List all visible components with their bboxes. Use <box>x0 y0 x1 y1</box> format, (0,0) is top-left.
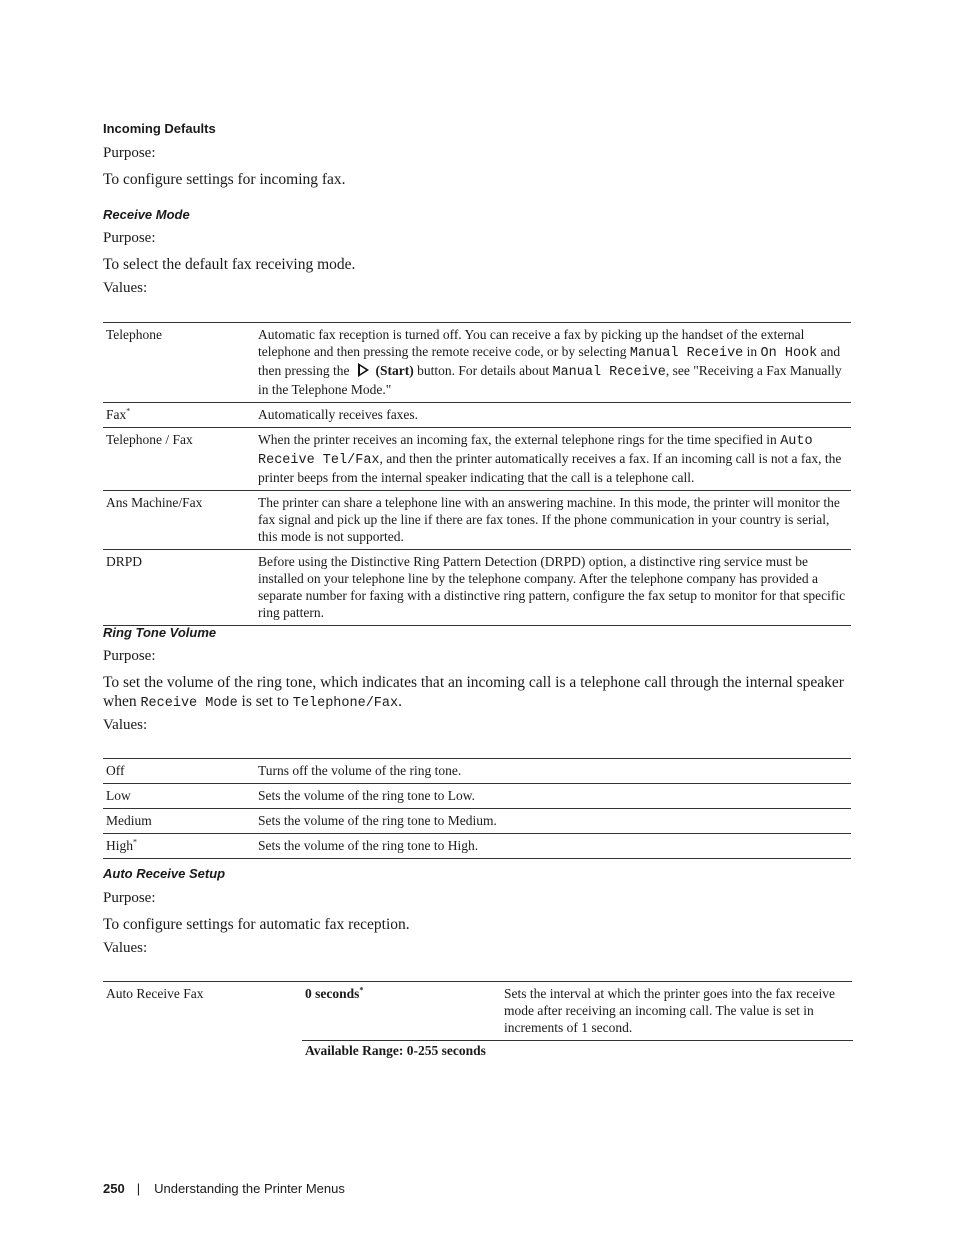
table-row <box>103 982 853 1041</box>
table-row <box>103 323 851 403</box>
incoming-purpose-label: Purpose: <box>103 145 156 161</box>
table-row <box>103 403 851 428</box>
page-number: 250 <box>103 1181 125 1196</box>
receive-mode-purpose-text: To select the default fax receiving mode. <box>103 256 356 273</box>
row-description: Turns off the volume of the ring tone. <box>255 759 851 784</box>
receive-mode-heading: Receive Mode <box>103 207 190 222</box>
row-key: Telephone <box>103 323 255 403</box>
row-key: Low <box>103 784 255 809</box>
table-row <box>103 428 851 491</box>
table-row <box>103 759 851 784</box>
row-description: Sets the volume of the ring tone to High. <box>255 834 851 859</box>
footer-separator: | <box>136 1181 141 1196</box>
ring-tone-values-label: Values: <box>103 717 148 733</box>
receive-mode-table <box>103 322 851 626</box>
table-row <box>103 834 851 859</box>
row-description: Sets the volume of the ring tone to Low. <box>255 784 851 809</box>
auto-receive-purpose-text: To configure settings for automatic fax reception. <box>103 916 410 933</box>
table-row <box>103 809 851 834</box>
ring-tone-purpose-text: To set the volume of the ring tone, which indicates that an incoming call is a telephone call through the internal speaker when Receive Mode is set to Telephone/Fax. <box>103 674 844 711</box>
row-description: Automatic fax reception is turned off. You can receive a fax by picking up the handset of the external telephone and then pressing the remote receive code, or by selecting Manual Receive in On Hook and then pressing the (Start) button. For details about Manual Receive, see "Receiving a Fax Manually in the Telephone Mode." <box>255 323 851 403</box>
row-value: 0 seconds* <box>302 982 501 1041</box>
row-key: Auto Receive Fax <box>106 986 204 1001</box>
row-key: Fax* <box>103 403 255 428</box>
table-row <box>103 491 851 550</box>
auto-receive-heading: Auto Receive Setup <box>103 866 226 881</box>
auto-receive-table <box>103 982 853 1063</box>
default-marker: * <box>126 406 131 416</box>
row-key: Medium <box>103 809 255 834</box>
footer-section-title: Understanding the Printer Menus <box>154 1181 345 1196</box>
row-key: DRPD <box>103 550 255 626</box>
table-row <box>103 550 851 626</box>
table-row <box>103 784 851 809</box>
auto-receive-values-label: Values: <box>103 940 148 956</box>
incoming-purpose-text: To configure settings for incoming fax. <box>103 171 346 188</box>
default-marker: * <box>133 837 137 847</box>
receive-mode-values-label: Values: <box>103 280 148 296</box>
row-description: Automatically receives faxes. <box>255 403 851 428</box>
default-marker: * <box>359 985 364 995</box>
ring-tone-table <box>103 758 851 859</box>
row-description: Sets the interval at which the printer goes into the fax receive mode after receiving an incoming call. The value is set in increments of 1 second. <box>501 982 853 1041</box>
row-description: Before using the Distinctive Ring Pattern Detection (DRPD) option, a distinctive ring service must be installed on your telephone line by the telephone company. After the telephone company has provided a separate number for faxing with a distinctive ring pattern, configure the fax setup to monitor for that specific ring pattern. <box>255 550 851 626</box>
receive-mode-purpose-label: Purpose: <box>103 230 156 246</box>
row-description: When the printer receives an incoming fax, the external telephone rings for the time specified in Auto Receive Tel/Fax, and then the printer automatically receives a fax. If an incoming call is not a fax, the printer beeps from the internal speaker indicating that the call is a telephone call. <box>255 428 851 491</box>
row-key: High* <box>103 834 255 859</box>
row-key: Telephone / Fax <box>103 428 255 491</box>
page-footer <box>103 1181 345 1196</box>
row-description: The printer can share a telephone line with an answering machine. In this mode, the printer will monitor the fax signal and pick up the line if there are fax tones. If the phone communication in your country is serial, this mode is not supported. <box>255 491 851 550</box>
table-row <box>103 1041 853 1064</box>
available-range: Available Range: 0-255 seconds <box>305 1043 486 1058</box>
incoming-defaults-heading: Incoming Defaults <box>103 121 216 136</box>
start-icon <box>358 363 369 377</box>
row-description: Sets the volume of the ring tone to Medium. <box>255 809 851 834</box>
ring-tone-heading: Ring Tone Volume <box>103 625 217 640</box>
ring-tone-purpose-label: Purpose: <box>103 648 156 664</box>
row-key: Ans Machine/Fax <box>103 491 255 550</box>
auto-receive-purpose-label: Purpose: <box>103 890 156 906</box>
row-key: Off <box>103 759 255 784</box>
